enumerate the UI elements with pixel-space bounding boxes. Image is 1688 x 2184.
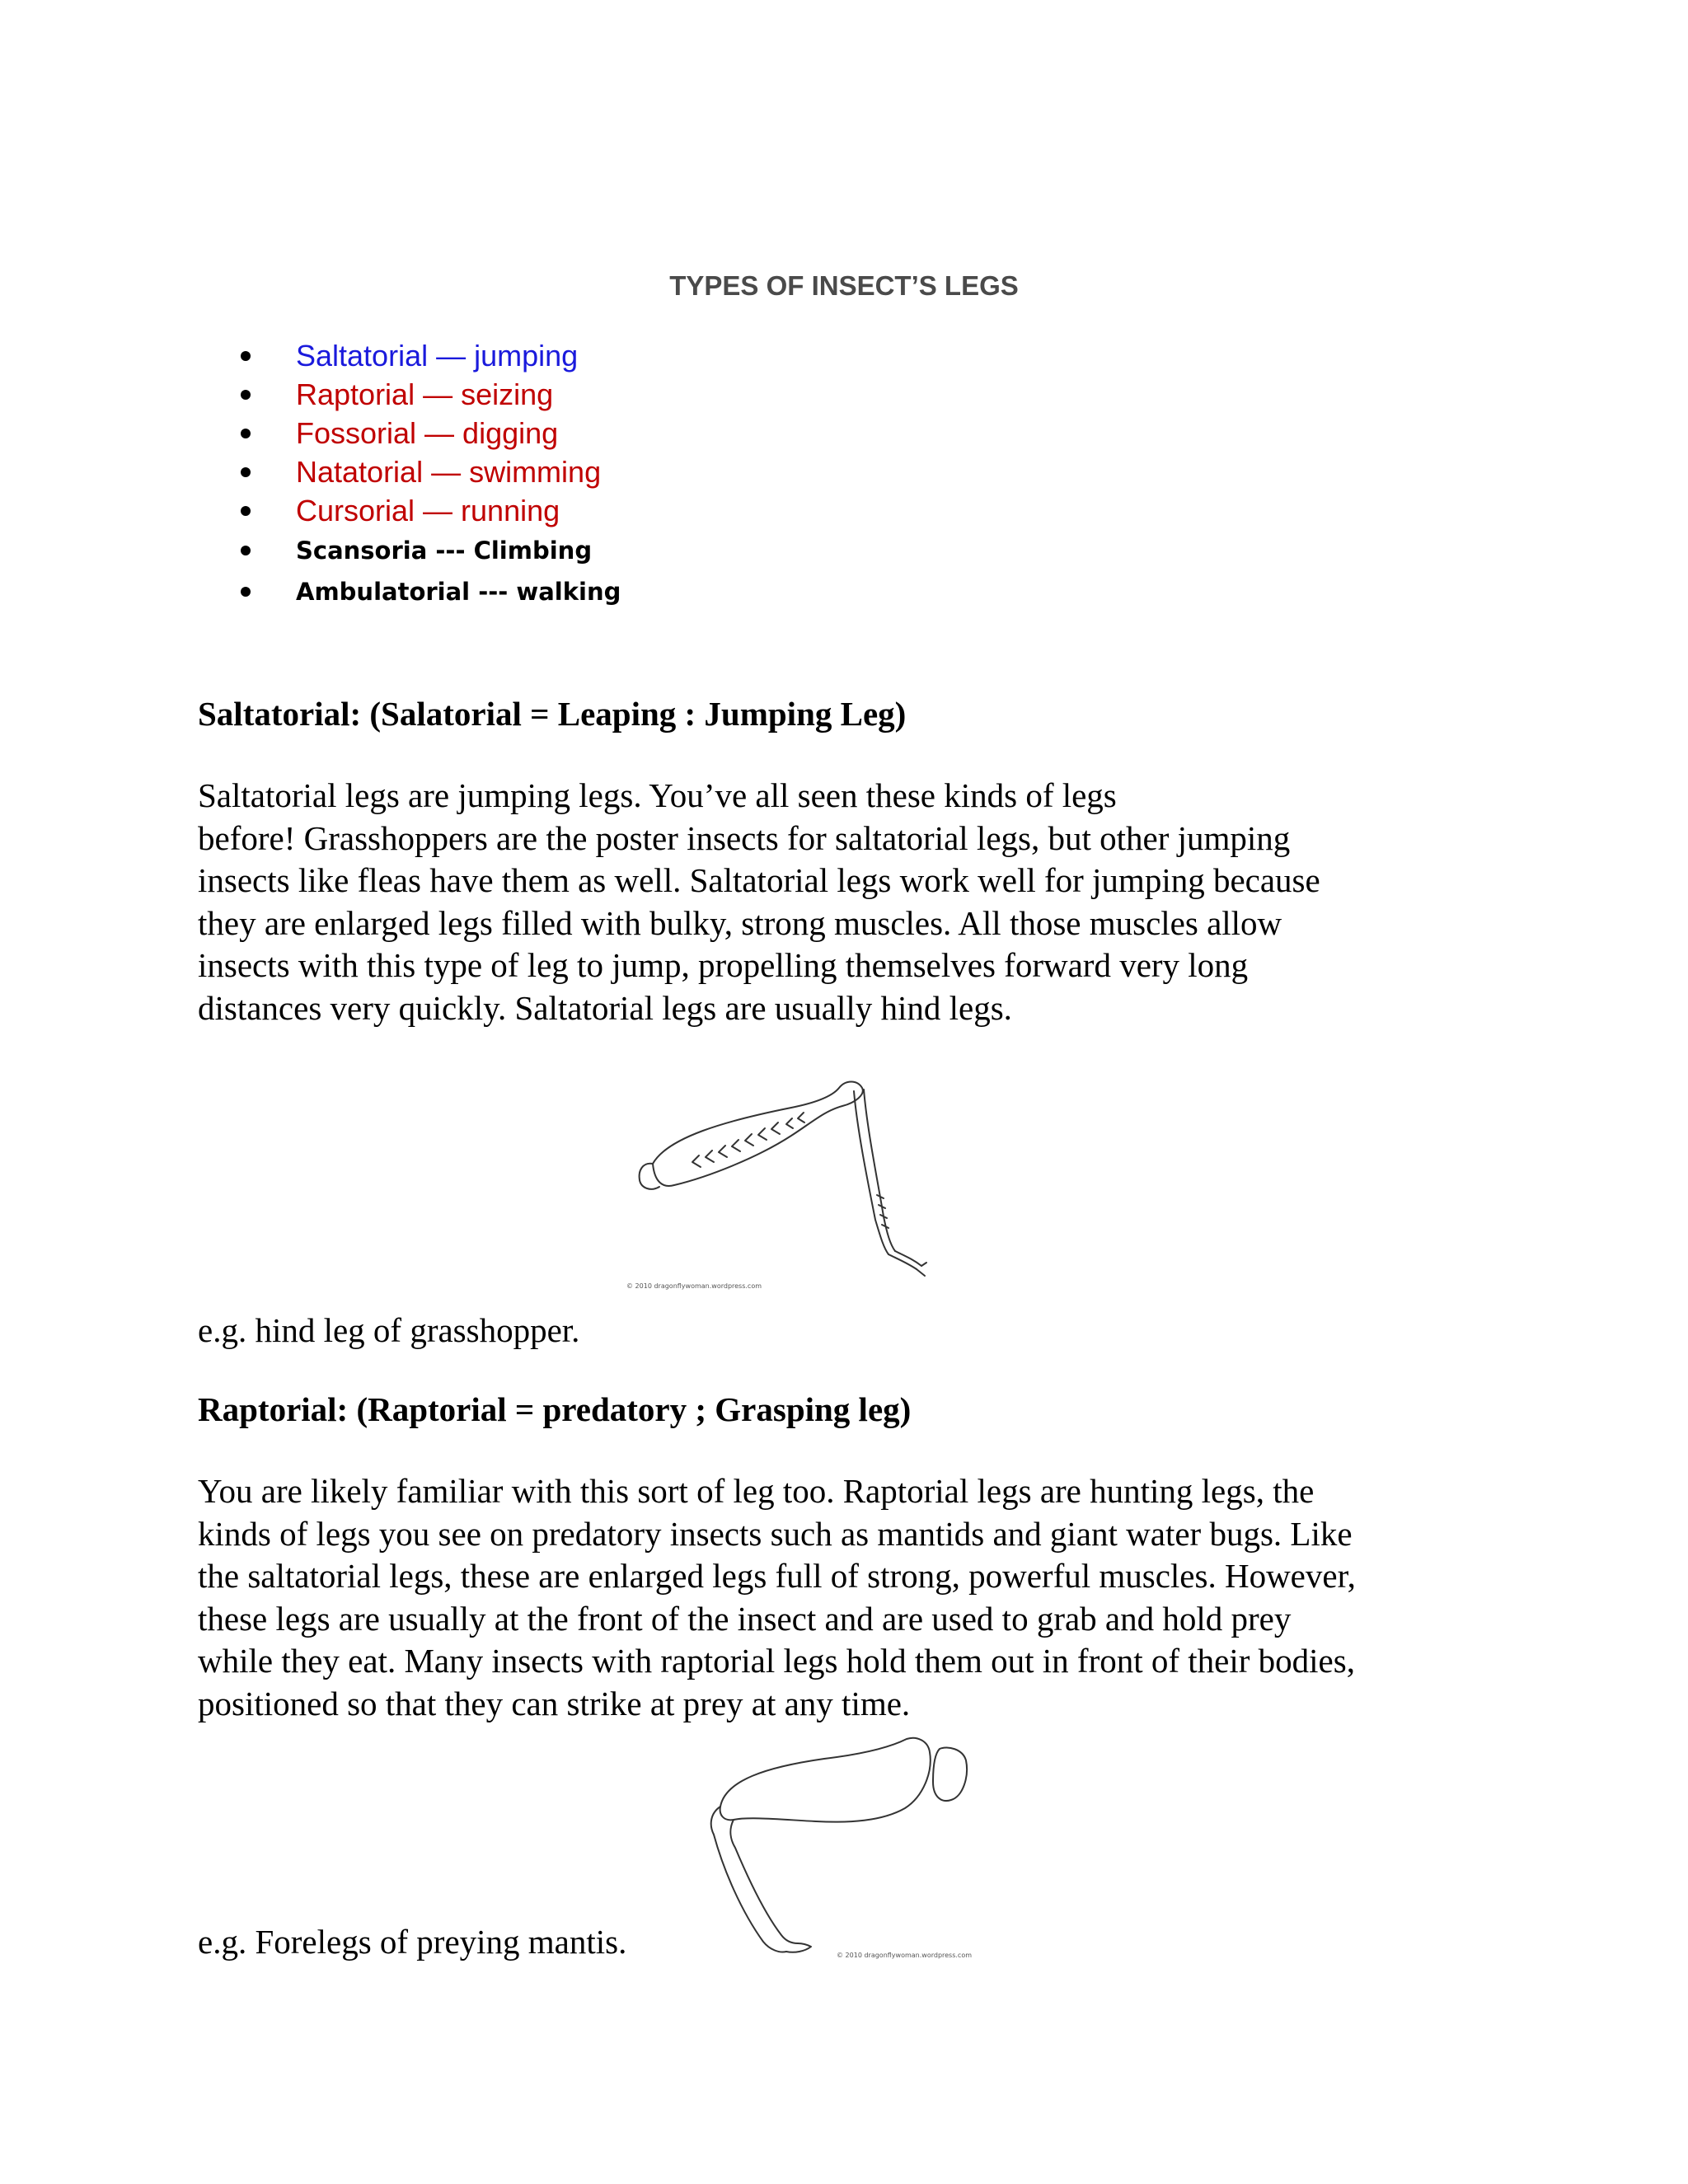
- bullet-icon: [241, 467, 251, 477]
- paragraph-line: these legs are usually at the front of the insect and are used to grab and hold prey: [198, 1599, 1292, 1638]
- mantis-leg-illustration: [701, 1731, 981, 1970]
- paragraph-line: kinds of legs you see on predatory insects such as mantids and giant water bugs. Like: [198, 1514, 1353, 1553]
- bullet-icon: [241, 429, 251, 438]
- list-item-text: Natatorial — swimming: [296, 455, 602, 489]
- bullet-icon: [241, 390, 251, 400]
- list-item-text: Raptorial — seizing: [296, 377, 554, 411]
- list-item-text: Scansoria --- Climbing: [296, 537, 593, 565]
- grasshopper-leg-illustration: [626, 1071, 931, 1294]
- paragraph-line: the saltatorial legs, these are enlarged legs full of strong, powerful muscles. However,: [198, 1557, 1356, 1595]
- paragraph-line: You are likely familiar with this sort of leg too. Raptorial legs are hunting legs, the: [198, 1472, 1315, 1510]
- list-item-text: Cursorial — running: [296, 494, 560, 527]
- list-item: [241, 491, 621, 530]
- list-item-text: Saltatorial — jumping: [296, 339, 579, 373]
- image-credit: © 2010 dragonflywoman.wordpress.com: [837, 1952, 973, 1959]
- saltatorial-heading: Saltatorial: (Salatorial = Leaping : Jumping Leg): [198, 695, 907, 733]
- paragraph-line: distances very quickly. Saltatorial legs are usually hind legs.: [198, 988, 1012, 1027]
- bullet-icon: [241, 351, 251, 361]
- bullet-icon: [241, 506, 251, 516]
- page-title: TYPES OF INSECT’S LEGS: [669, 270, 1019, 301]
- list-item: [241, 571, 621, 612]
- list-item: [241, 530, 621, 571]
- leg-type-list: [241, 336, 621, 612]
- bullet-icon: [241, 587, 251, 597]
- paragraph-line: positioned so that they can strike at prey at any time.: [198, 1684, 911, 1722]
- paragraph-line: insects like fleas have them as well. Saltatorial legs work well for jumping because: [198, 861, 1320, 899]
- paragraph-line: they are enlarged legs filled with bulky, strong muscles. All those muscles allow: [198, 903, 1282, 942]
- paragraph-line: before! Grasshoppers are the poster insects for saltatorial legs, but other jumping: [198, 818, 1291, 857]
- mantis-leg-figure: [701, 1731, 981, 1970]
- image-credit: © 2010 dragonflywoman.wordpress.com: [626, 1282, 762, 1290]
- grasshopper-leg-figure: [626, 1071, 931, 1294]
- list-item: [241, 375, 621, 414]
- list-item-text: Fossorial — digging: [296, 416, 559, 450]
- saltatorial-paragraph: [198, 775, 1508, 1029]
- saltatorial-caption: e.g. hind leg of grasshopper.: [198, 1311, 580, 1349]
- list-item: [241, 452, 621, 491]
- list-item-text: Ambulatorial --- walking: [296, 578, 621, 606]
- list-item: [241, 336, 621, 375]
- paragraph-line: insects with this type of leg to jump, propelling themselves forward very long: [198, 946, 1249, 984]
- raptorial-caption: e.g. Forelegs of preying mantis.: [198, 1923, 627, 1961]
- raptorial-paragraph: [198, 1470, 1508, 1725]
- raptorial-heading: Raptorial: (Raptorial = predatory ; Grasping leg): [198, 1390, 912, 1428]
- paragraph-line: Saltatorial legs are jumping legs. You’ve all seen these kinds of legs: [198, 776, 1117, 814]
- list-item: [241, 414, 621, 452]
- bullet-icon: [241, 546, 251, 555]
- paragraph-line: while they eat. Many insects with raptorial legs hold them out in front of their bodies,: [198, 1642, 1355, 1680]
